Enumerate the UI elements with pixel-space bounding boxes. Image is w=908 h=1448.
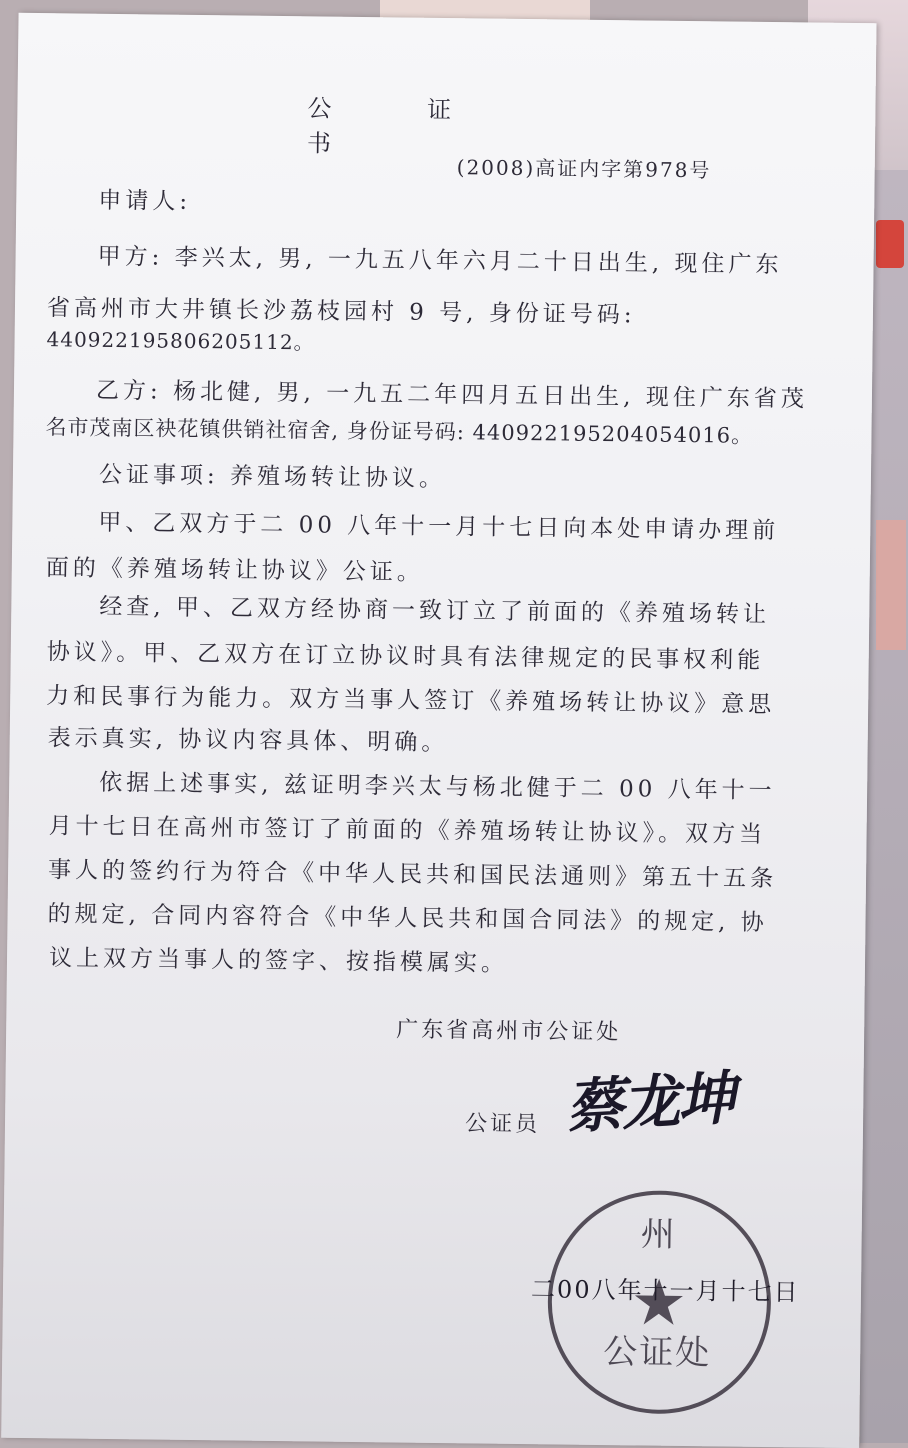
certification-line-3: 事人的签约行为符合《中华人民共和国民法通则》第五十五条 [47,857,778,893]
verification-line-3: 力和民事行为能力。双方当事人签订《养殖场转让协议》意思 [46,683,776,719]
application-line-2: 面的《养殖场转让协议》公证。 [45,555,424,586]
notarization-matter: 公证事项: 养殖场转让协议。 [98,461,447,493]
seal-top-text: 州 [640,1214,675,1255]
verification-line-2: 协议》。甲、乙双方在订立协议时具有法律规定的民事权利能 [46,639,765,674]
party-b-line-2: 名市茂南区袂花镇供销社宿舍, 身份证号码: 440922195204054016。 [45,415,754,448]
certification-line-2: 月十七日在高州市签订了前面的《养殖场转让协议》。双方当 [48,813,767,848]
certification-line-1: 依据上述事实, 兹证明李兴太与杨北健于二 00 八年十一 [99,769,776,805]
certification-line-5: 议上双方当事人的签字、按指模属实。 [48,945,509,977]
notarial-certificate-page [1,13,876,1448]
document-date: 二00八年十一月十七日 [530,1275,800,1307]
certification-line-4: 的规定, 合同内容符合《中华人民共和国合同法》的规定, 协 [47,901,768,937]
document-title: 公 证 书 [306,94,496,159]
issuing-office: 广东省高州市公证处 [396,1017,622,1046]
party-b-line-1: 乙方: 杨北健, 男, 一九五二年四月五日出生, 现住广东省茂 [95,377,809,413]
document-number: (2008)高证内字第978号 [456,155,712,183]
verification-line-4: 表示真实, 协议内容具体、明确。 [47,725,449,757]
application-line-1: 甲、乙双方于二 00 八年十一月十七日向本处申请办理前 [98,509,780,545]
notary-signature: 蔡龙坤 [563,1063,736,1142]
background-pink-mark [876,520,906,650]
verification-line-1: 经查, 甲、乙双方经协商一致订立了前面的《养殖场转让 [99,593,771,629]
applicant-heading: 申请人: [98,187,192,215]
party-a-id: 440922195806205112。 [46,327,315,355]
party-a-line-2: 省高州市大井镇长沙荔枝园村 9 号, 身份证号码: [46,295,636,329]
party-a-line-1: 甲方: 李兴太, 男, 一九五八年六月二十日出生, 现住广东 [97,243,783,279]
notary-label: 公证员 [464,1111,541,1138]
seal-bottom-text: 公证处 [603,1332,712,1374]
background-red-mark [876,220,904,268]
